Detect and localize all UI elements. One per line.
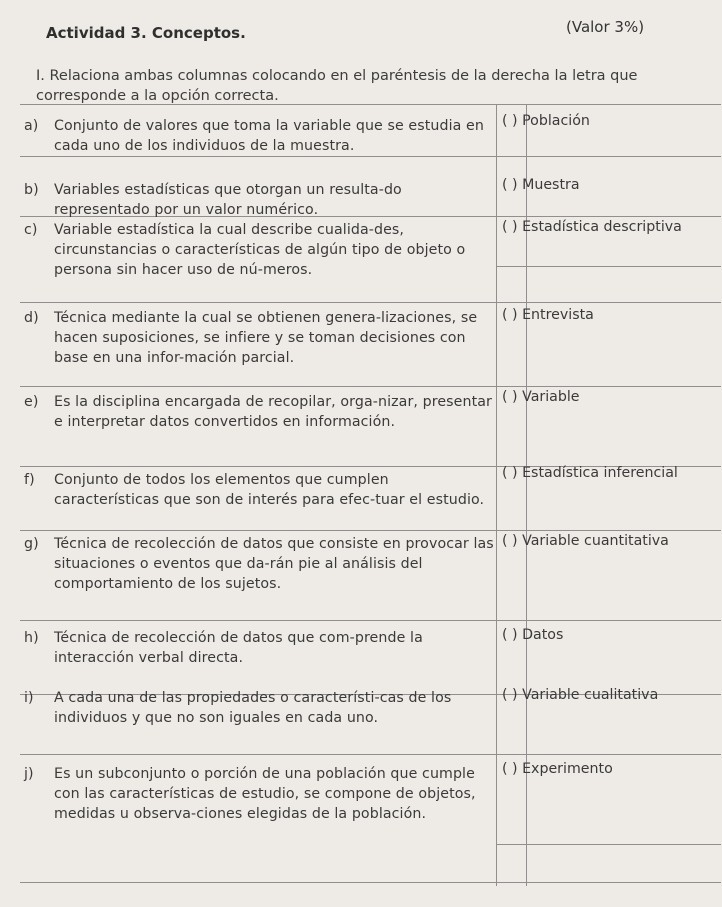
- item-text: Es un subconjunto o porción de una población que cumple con las características de estudio, se compone de objetos, medidas u observa-ciones elegidas de la población.: [54, 766, 476, 822]
- item-text: Conjunto de valores que toma la variable que se estudia en cada uno de los individuos de la muestra.: [54, 118, 484, 154]
- matching-table: [20, 104, 721, 886]
- item-letter: g): [24, 536, 39, 552]
- option-estadistica-inferencial: ( ) Estadística inferencial: [502, 465, 678, 481]
- item-text: Técnica de recolección de datos que com-prende la interacción verbal directa.: [54, 630, 423, 666]
- option-poblacion: ( ) Población: [502, 113, 590, 129]
- table-top-border: [20, 104, 721, 105]
- item-letter: e): [24, 394, 39, 410]
- item-letter: d): [24, 310, 39, 326]
- item-letter: h): [24, 630, 39, 646]
- item-text: Técnica mediante la cual se obtienen genera-lizaciones, se hacen suposiciones, se infiere y se toman decisiones con base en una infor-mación parcial.: [54, 310, 478, 366]
- item-text: Variable estadística la cual describe cualida-des, circunstancias o características de algún tipo de objeto o persona sin hacer uso de nú-meros.: [54, 222, 466, 278]
- item-text: A cada una de las propiedades o característi-cas de los individuos y que no son iguales en cada uno.: [54, 690, 452, 726]
- item-letter: j): [24, 766, 34, 782]
- instruction-text: I. Relaciona ambas columnas colocando en el paréntesis de la derecha la letra que corresponde a la opción correcta.: [36, 68, 638, 104]
- item-text: Variables estadísticas que otorgan un resulta-do representado por un valor numérico.: [54, 182, 402, 218]
- item-text: Técnica de recolección de datos que consiste en provocar las situaciones o eventos que da-rán pie al análisis del comportamiento de los sujetos.: [54, 536, 494, 592]
- item-letter: i): [24, 690, 34, 706]
- option-variable-cualitativa: ( ) Variable cualitativa: [502, 687, 659, 703]
- item-letter: b): [24, 182, 39, 198]
- item-letter: a): [24, 118, 39, 134]
- header-title: Actividad 3. Conceptos.: [46, 24, 246, 42]
- option-variable: ( ) Variable: [502, 389, 580, 405]
- option-datos: ( ) Datos: [502, 627, 564, 643]
- item-text: Es la disciplina encargada de recopilar, orga-nizar, presentar e interpretar datos convertidos en información.: [54, 394, 492, 430]
- option-estadistica-descriptiva: ( ) Estadística descriptiva: [502, 219, 682, 235]
- option-experimento: ( ) Experimento: [502, 761, 613, 777]
- header-value: (Valor 3%): [566, 18, 645, 36]
- option-entrevista: ( ) Entrevista: [502, 307, 594, 323]
- item-letter: c): [24, 222, 38, 238]
- item-text: Conjunto de todos los elementos que cumplen características que son de interés para efec-tuar el estudio.: [54, 472, 485, 508]
- option-muestra: ( ) Muestra: [502, 177, 580, 193]
- item-letter: f): [24, 472, 35, 488]
- column-divider: [496, 104, 497, 886]
- option-variable-cuantitativa: ( ) Variable cuantitativa: [502, 533, 669, 549]
